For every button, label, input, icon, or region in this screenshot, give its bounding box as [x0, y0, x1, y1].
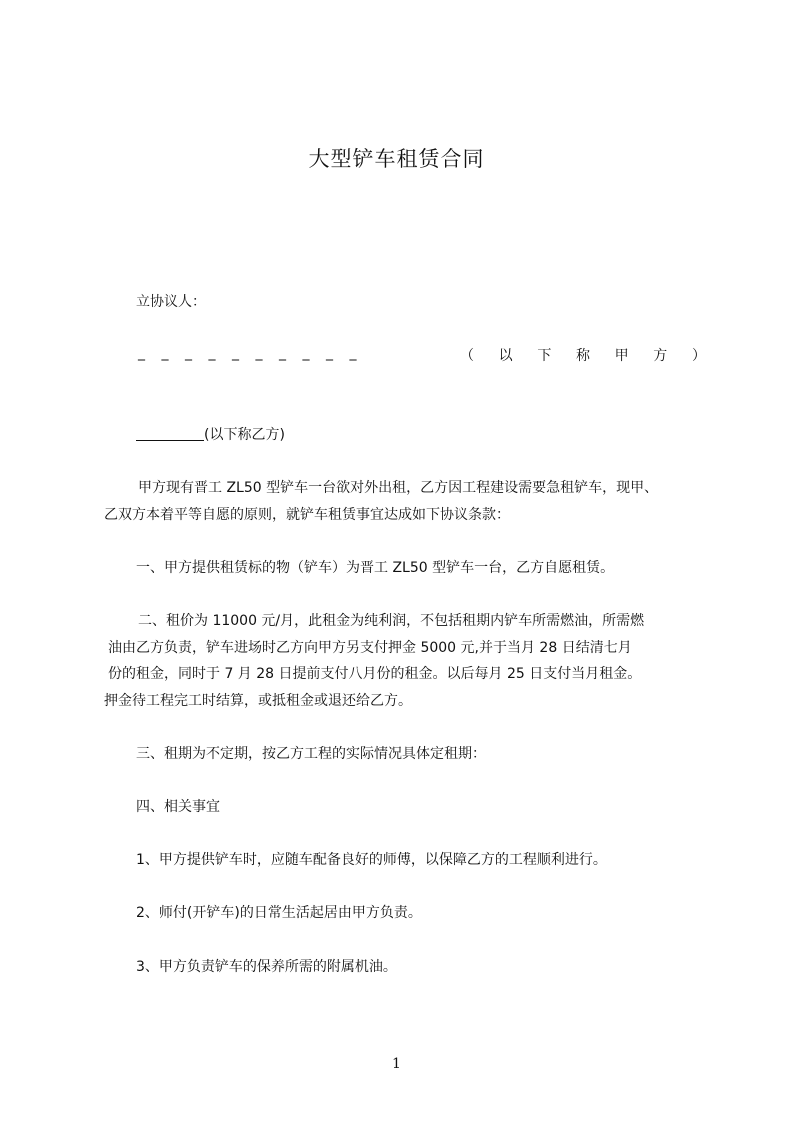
sub-item-1: 1、甲方提供铲车时，应随车配备良好的师傅，以保障乙方的工程顺利进行。 [136, 852, 607, 868]
party-b-line [136, 425, 285, 445]
intro-line: 乙双方本着平等自愿的原则，就铲车租赁事宜达成如下协议条款： [104, 507, 510, 523]
document-title: 大型铲车租赁合同 [308, 147, 485, 171]
clause-1: 一、甲方提供租赁标的物（铲车）为晋工 ZL50 型铲车一台，乙方自愿租赁。 [136, 560, 615, 576]
parties-label: 立协议人： [136, 294, 206, 310]
clause-3: 三、租期为不定期，按乙方工程的实际情况具体定租期： [136, 746, 486, 762]
sub-item-3: 3、甲方负责铲车的保养所需的附属机油。 [136, 959, 397, 975]
party-a-suffix-char: 方 [653, 348, 668, 364]
party-a-suffix-char: 甲 [614, 348, 629, 364]
clause-2-line: 二、租价为 11000 元/月，此租金为纯利润，不包括租期内铲车所需燃油，所需燃 [138, 613, 645, 629]
clause-2-line: 油由乙方负责，铲车进场时乙方向甲方另支付押金 5000 元,并于当月 28 日结清七月 [108, 640, 632, 656]
page-number: 1 [392, 1056, 401, 1072]
party-a-suffix-char: 以 [498, 348, 513, 364]
party-a-suffix-char: ） [691, 348, 706, 364]
intro-line: 甲方现有晋工 ZL50 型铲车一台欲对外出租，乙方因工程建设需要急租铲车，现甲、 [138, 480, 659, 496]
clause-2-line: 份的租金，同时于 7 月 28 日提前支付八月份的租金。以后每月 25 日支付当月租金。 [108, 666, 642, 682]
party-a-suffix-char: 下 [537, 348, 552, 364]
party-b-blank [136, 426, 204, 441]
sub-item-2: 2、师付(开铲车)的日常生活起居由甲方负责。 [136, 905, 422, 921]
party-a-blank: __________ [138, 345, 373, 361]
party-a-suffix-char: 称 [575, 348, 590, 364]
party-a-suffix-char: （ [460, 348, 474, 364]
clause-4-heading: 四、相关事宜 [136, 799, 220, 815]
party-b-suffix: (以下称乙方) [204, 427, 285, 443]
clause-2-line: 押金待工程完工时结算，或抵租金或退还给乙方。 [104, 693, 412, 709]
party-a-suffix [460, 345, 706, 365]
